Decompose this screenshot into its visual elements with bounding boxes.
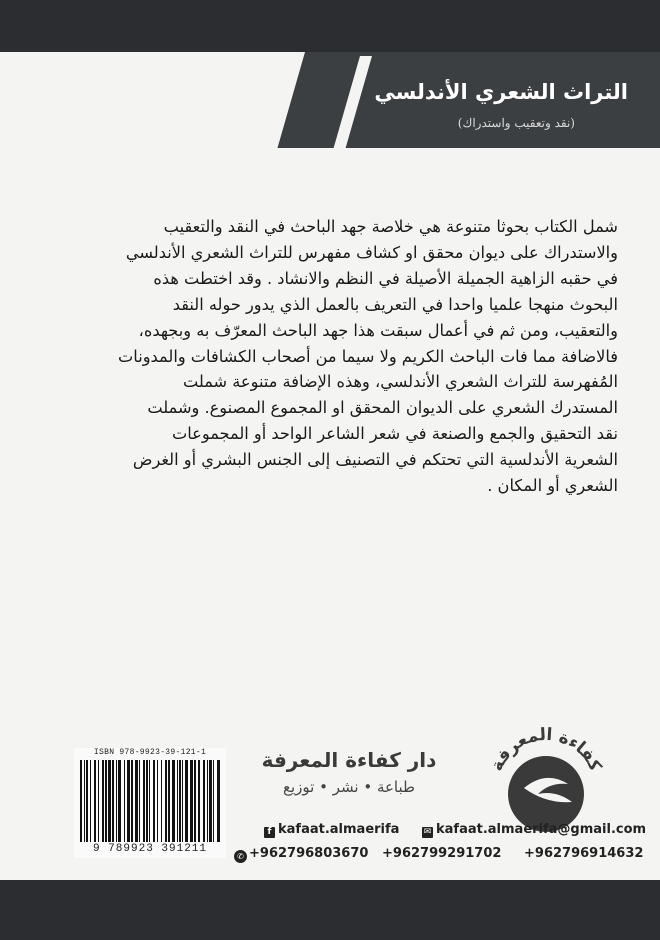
email-contact[interactable] — [422, 822, 646, 838]
barcode-bar — [168, 760, 170, 842]
publisher-block — [244, 748, 454, 808]
barcode-bars — [78, 760, 224, 842]
publisher-name: دار كفاءة المعرفة — [261, 748, 437, 772]
barcode-bar — [124, 760, 125, 842]
barcode-bar — [146, 760, 148, 842]
barcode-bar — [127, 760, 130, 842]
barcode-bar — [98, 760, 99, 842]
phone-number: +962796914632 — [524, 846, 644, 861]
phone-item[interactable] — [524, 846, 643, 861]
barcode-bar — [105, 760, 107, 842]
barcode-bar — [198, 760, 200, 842]
barcode-bar — [209, 760, 212, 842]
barcode-bar — [153, 760, 155, 842]
phone-number: +962799291702 — [382, 846, 502, 861]
blurb-line: المُفهرسة للتراث الشعري الأندلسي، وهذه الإضافة متنوعة شملت — [182, 372, 618, 392]
facebook-contact[interactable] — [264, 822, 399, 838]
book-subtitle: (نقد وتعقيب واستدراك) — [457, 116, 575, 130]
barcode-bar — [84, 760, 85, 842]
blurb-line: الشعري أو المكان . — [487, 476, 618, 496]
barcode-bar — [139, 760, 140, 842]
barcode-bar — [182, 760, 183, 842]
barcode-bar — [149, 760, 150, 842]
barcode-bar — [190, 760, 193, 842]
bottom-band — [0, 880, 660, 940]
barcode-bar — [143, 760, 145, 842]
blurb-line: فالاضافة مما فات الباحث الكريم ولا سيما من أصحاب الكشافات والمدونات — [118, 346, 618, 366]
barcode-digits: 9 789923 391211 — [92, 843, 208, 855]
barcode-bar — [213, 760, 214, 842]
barcode-bar — [90, 760, 91, 842]
blurb-line: في حقبه الزاهية الجميلة الأصيلة في النظم والانشاد . وقد اختطت هذه — [153, 268, 618, 288]
barcode-bar — [207, 760, 208, 842]
barcode-bar — [179, 760, 181, 842]
phone-item[interactable] — [234, 846, 368, 863]
email-address: kafaat.almaerifa@gmail.com — [436, 822, 647, 837]
barcode-bar — [172, 760, 175, 842]
blurb-text — [58, 214, 618, 499]
barcode-bar — [161, 760, 162, 842]
blurb-line: المستدرك الشعري على الديوان المحقق او المجموع المصنوع. وشملت — [147, 398, 618, 418]
barcode-bar — [177, 760, 178, 842]
phone-number: +962796803670 — [249, 846, 369, 861]
barcode-bar — [102, 760, 104, 842]
isbn-label: ISBN 978-9923-39-121-1 — [93, 748, 207, 757]
logo-arc-text: كفاءة المعرفة — [486, 724, 606, 775]
blurb-line: الشعرية الأندلسية التي تحتكم في التصنيف إلى الجنس البشري أو الغرض — [132, 450, 618, 470]
barcode-bar — [194, 760, 196, 842]
barcode-bar — [131, 760, 133, 842]
barcode-bar — [157, 760, 158, 842]
barcode-bar — [217, 760, 220, 842]
facebook-handle: kafaat.almaerifa — [278, 822, 400, 837]
barcode-bar — [108, 760, 111, 842]
barcode-bar — [94, 760, 96, 842]
blurb-line: شمل الكتاب بحوثا متنوعة هي خلاصة جهد الباحث في النقد والتعقيب — [163, 217, 618, 236]
contact-info — [228, 822, 648, 872]
blurb-line: البحوث منهجا علميا واحدا في التعريف بالعمل الذي يدور حوله النقد — [172, 294, 618, 314]
phone-item[interactable] — [382, 846, 501, 861]
blurb-line: والاستدراك على ديوان محقق او كشاف مفهرس للتراث الشعري الأندلسي — [125, 242, 618, 262]
publisher-tagline: طباعة • نشر • توزيع — [283, 778, 415, 796]
blurb-line: نقد التحقيق والجمع والصنعة في شعر الشاعر الواحد أو المجموعات — [172, 424, 618, 444]
barcode-bar — [185, 760, 188, 842]
top-band — [0, 0, 660, 52]
barcode-bar — [80, 760, 82, 842]
isbn-barcode — [74, 748, 226, 858]
blurb-line: والتعقيب، ومن ثم في أعمال سبقت هذا جهد الباحث المعرّف به وبجهده، — [138, 320, 618, 340]
barcode-bar — [112, 760, 114, 842]
barcode-bar — [135, 760, 138, 842]
barcode-bar — [86, 760, 88, 842]
envelope-icon: ✉ — [423, 827, 432, 837]
book-title: التراث الشعري الأندلسي — [374, 80, 628, 104]
barcode-bar — [165, 760, 167, 842]
barcode-bar — [116, 760, 117, 842]
facebook-icon: f — [264, 827, 275, 838]
barcode-bar — [118, 760, 121, 842]
whatsapp-icon: ✆ — [234, 850, 247, 863]
barcode-bar — [203, 760, 205, 842]
